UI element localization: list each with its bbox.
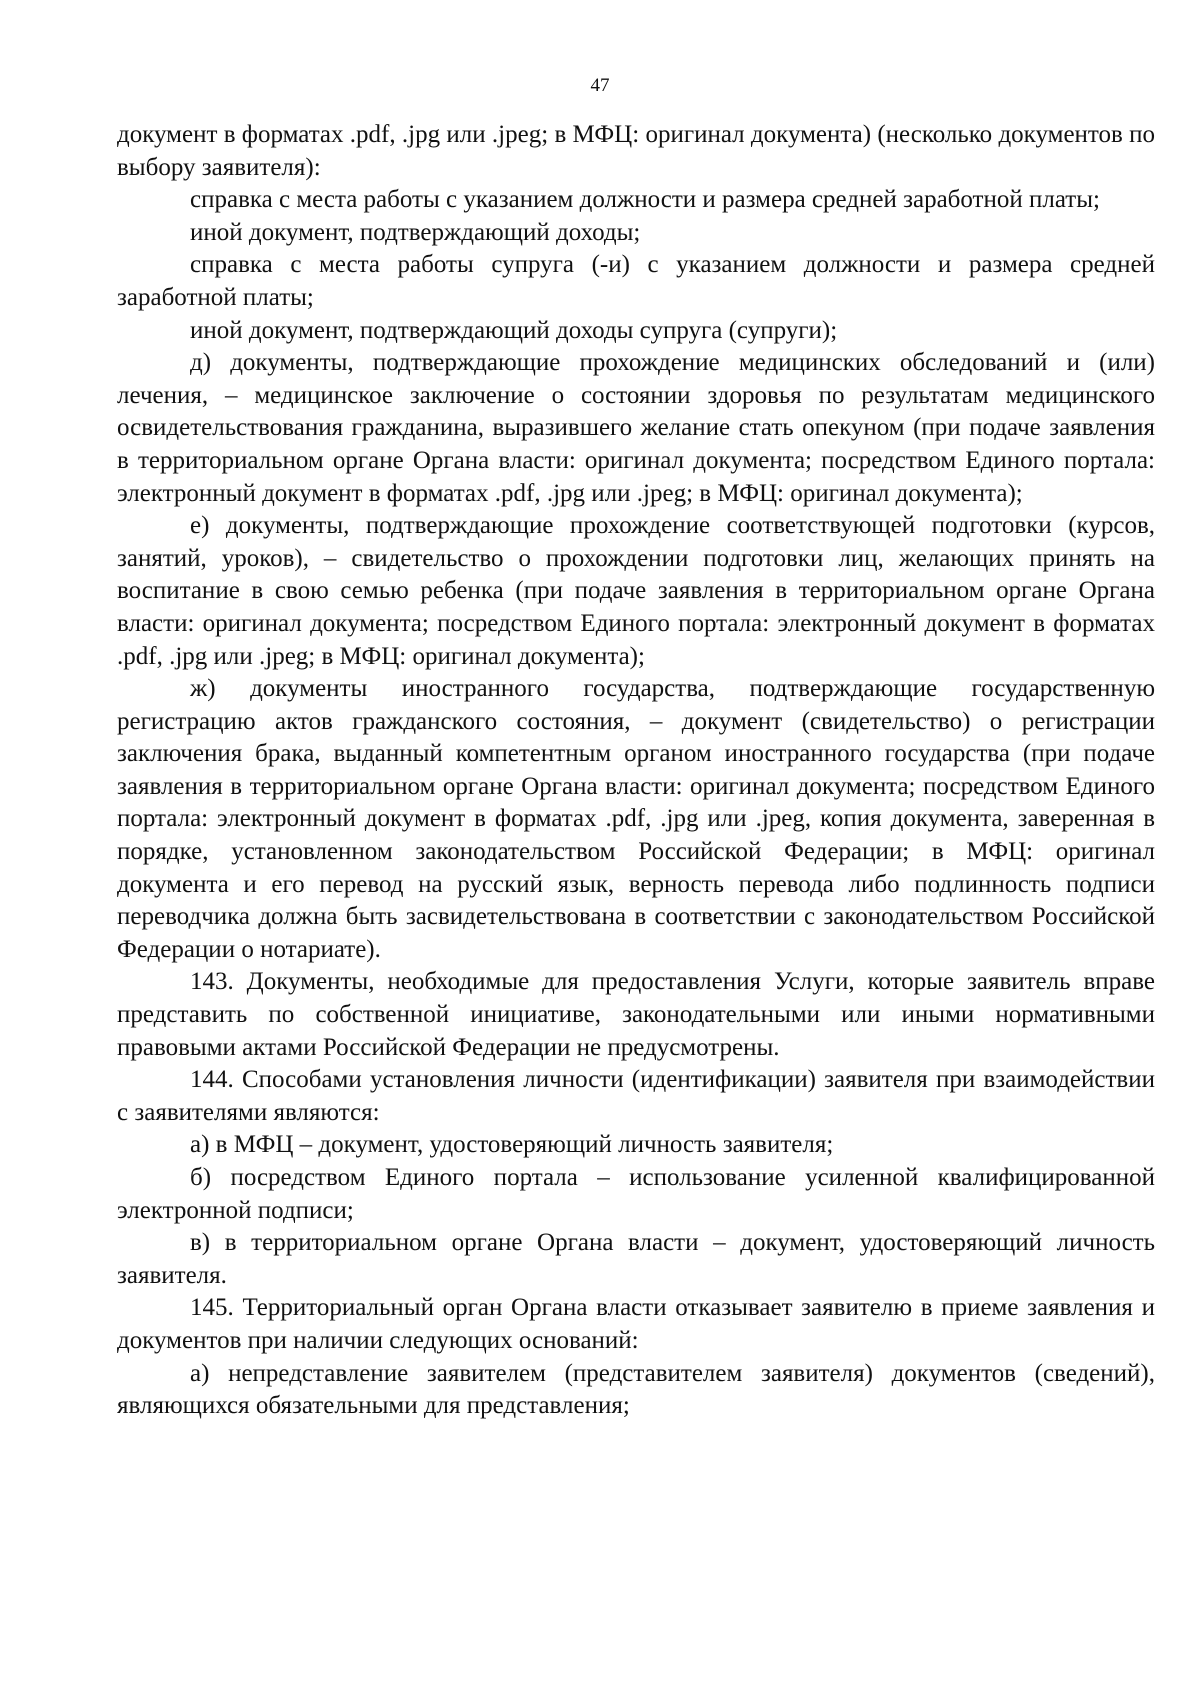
clause-144: 144. Способами установления личности (идентификации) заявителя при взаимодействии с заявителями являются:: [117, 1066, 1155, 1126]
clause-143: 143. Документы, необходимые для предоставления Услуги, которые заявитель вправе представить по собственной инициативе, законодательными или иными нормативными правовыми актами Российской Федерации не предусмотрены.: [117, 968, 1155, 1061]
subitem-d-medical-documents: д) документы, подтверждающие прохождение медицинских обследований и (или) лечения, – медицинское заключение о состоянии здоровья по результатам медицинского освидетельствования гражданина, выразившего желание стать опекуном (при подаче заявления в территориальном органе Органа власти: оригинал документа; посредством Единого портала: электронный документ в форматах .pdf, .jpg или .jpeg; в МФЦ: оригинал документа);: [117, 349, 1155, 507]
paragraph-continuation: документ в форматах .pdf, .jpg или .jpeg; в МФЦ: оригинал документа) (несколько документов по выбору заявителя):: [117, 121, 1155, 181]
list-item-income-document: иной документ, подтверждающий доходы;: [190, 218, 641, 246]
list-item-salary-certificate: справка с места работы с указанием должности и размера средней заработной платы;: [190, 186, 1100, 214]
subitem-v-territorial-body: в) в территориальном органе Органа власти – документ, удостоверяющий личность заявителя.: [117, 1229, 1155, 1289]
document-body: [117, 119, 1155, 1423]
subitem-a-non-submission: а) непредставление заявителем (представителем заявителя) документов (сведений), являющихся обязательными для представления;: [117, 1359, 1155, 1420]
clause-145: 145. Территориальный орган Органа власти отказывает заявителю в приеме заявления и документов при наличии следующих оснований:: [117, 1294, 1155, 1354]
subitem-b-portal: б) посредством Единого портала – использование усиленной квалифицированной электронной подписи;: [117, 1164, 1155, 1224]
list-item-spouse-income-document: иной документ, подтверждающий доходы супруга (супруги);: [190, 316, 838, 344]
subitem-e-training-documents: е) документы, подтверждающие прохождение соответствующей подготовки (курсов, занятий, уроков), – свидетельство о прохождении подготовки лиц, желающих принять на воспитание в свою семью ребенка (при подаче заявления в территориальном органе Органа власти: оригинал документа; посредством Единого портала: электронный документ в форматах .pdf, .jpg или .jpeg; в МФЦ: оригинал документа);: [117, 512, 1155, 670]
page-number: 47: [590, 75, 610, 96]
subitem-zh-foreign-documents: ж) документы иностранного государства, подтверждающие государственную регистрацию актов гражданского состояния, – документ (свидетельство) о регистрации заключения брака, выданный компетентным органом иностранного государства (при подаче заявления в территориальном органе Органа власти: оригинал документа; посредством Единого портала: электронный документ в форматах .pdf, .jpg или .jpeg, копия документа, заверенная в порядке, установленном законодательством Российской Федерации; в МФЦ: оригинал документа и его перевод на русский язык, верность перевода либо подлинность подписи переводчика должна быть засвидетельствована в соответствии с законодательством Российской Федерации о нотариате).: [117, 675, 1155, 963]
list-item-spouse-salary-certificate: справка с места работы супруга (-и) с указанием должности и размера средней заработной платы;: [117, 251, 1155, 311]
subitem-a-mfc: а) в МФЦ – документ, удостоверяющий личность заявителя;: [190, 1131, 834, 1159]
